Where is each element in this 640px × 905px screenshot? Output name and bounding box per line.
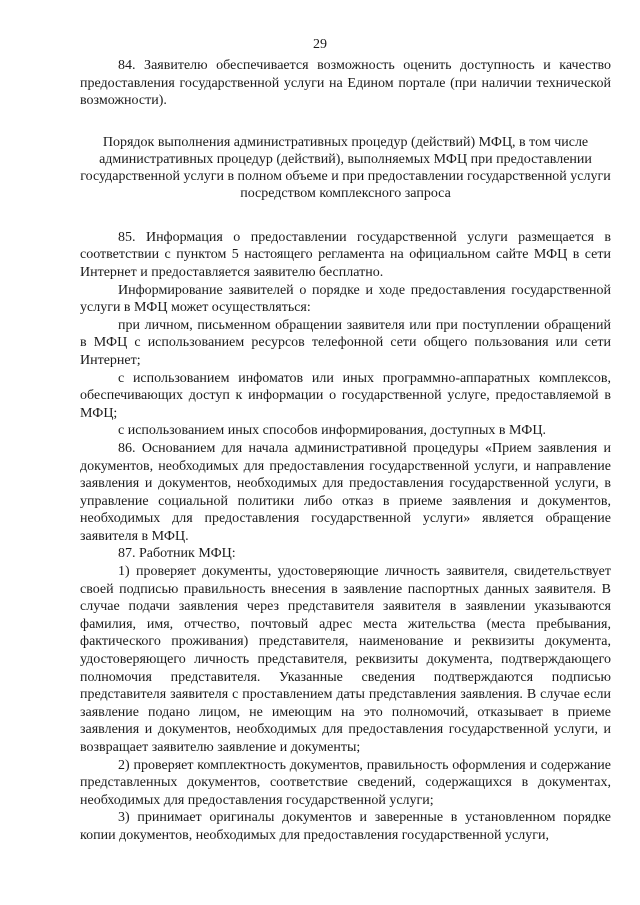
paragraph-87-item-3: 3) принимает оригиналы документов и заверенные в установленном порядке копии документов, необходимых для предоставления государственной услуги, xyxy=(80,810,611,843)
section-heading: Порядок выполнения административных процедур (действий) МФЦ, в том числе административных процедур (действий), выполняемых МФЦ при предоставлении государственной услуги в полном объеме и при предоставлении государственной услуги посредством комплексного запроса xyxy=(80,134,611,201)
paragraph-85-informing: Информирование заявителей о порядке и ходе предоставления государственной услуги в МФЦ может осуществляться: xyxy=(80,282,611,316)
page-number: 29 xyxy=(313,37,327,52)
document-body xyxy=(80,57,611,845)
paragraph-87-item-2: 2) проверяет комплектность документов, правильность оформления и содержание представленных документов, соответствие сведений, содержащихся в документах, необходимых для предоставления государственной услуги; xyxy=(80,757,611,808)
paragraph-85-item-other: с использованием иных способов информирования, доступных в МФЦ. xyxy=(118,423,546,439)
paragraph-85-item-infomats: с использованием инфоматов или иных программно-аппаратных комплексов, обеспечивающих доступ к информации о государственной услуге, предоставляемой в МФЦ; xyxy=(80,370,611,421)
paragraph-85-item-personal: при личном, письменном обращении заявителя или при поступлении обращений в МФЦ с использованием ресурсов телефонной сети общего пользования или сети Интернет; xyxy=(80,317,611,368)
paragraph-85: 85. Информация о предоставлении государственной услуги размещается в соответствии с пунктом 5 настоящего регламента на официальном сайте МФЦ в сети Интернет и предоставляется заявителю бесплатно. xyxy=(80,229,611,280)
paragraph-87-item-1: 1) проверяет документы, удостоверяющие личность заявителя, свидетельствует своей подписью правильность внесения в заявление паспортных данных заявителя. В случае подачи заявления через представителя заявителя в заявлении указываются фамилия, имя, отчество, почтовый адрес места жительства (места пребывания, фактического проживания) представителя, наименование и реквизиты документа, удостоверяющего личность представителя, реквизиты документа, подтверждающего полномочия представителя. Указанные сведения подтверждаются подписью представителя заявителя с проставлением даты представления заявления. В случае если заявление подано лицом, не имеющим на это полномочий, отказывает в приеме заявления и документов, необходимых для предоставления государственной услуги, и возвращает заявителю заявление и документы; xyxy=(80,564,611,755)
paragraph-86: 86. Основанием для начала административной процедуры «Прием заявления и документов, необходимых для предоставления государственной услуги, и направление заявления и документов, необходимых для предоставления государственной услуги, в управление социальной политики либо отказ в приеме заявления и документов, необходимых для предоставления государственной услуги» является обращение заявителя в МФЦ. xyxy=(80,440,611,544)
paragraph-84: 84. Заявителю обеспечивается возможность оценить доступность и качество предоставления государственной услуги на Едином портале (при наличии технической возможности). xyxy=(80,58,611,109)
paragraph-87: 87. Работник МФЦ: xyxy=(118,546,236,562)
